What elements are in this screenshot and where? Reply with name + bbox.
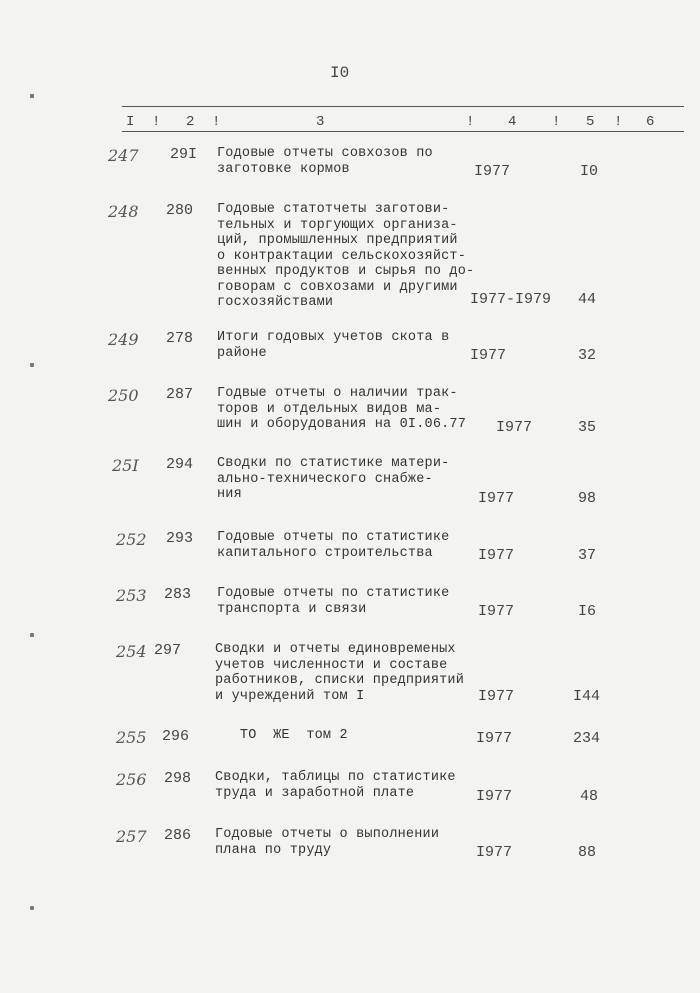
case-year: I977 [476,788,513,805]
case-year: I977-I979 [470,291,552,308]
case-number: 283 [164,586,192,603]
case-title: Сводки по статистике матери- ально-технического снабже- ния [217,456,450,502]
sheet-count: 234 [572,730,600,747]
case-number: 286 [164,827,192,844]
case-year: I977 [476,730,513,747]
case-year: I977 [474,163,511,180]
handwritten-item-number: 252 [116,530,147,549]
sheet-count: 37 [577,547,596,564]
sheet-count: 44 [577,291,596,308]
handwritten-item-number: 254 [116,642,147,661]
case-number: 29I [170,146,198,163]
case-title: Сводки и отчеты единовременых учетов численности и составе работников, списки предприятий и учреждений том I [215,642,465,704]
sheet-count: 32 [577,347,596,364]
column-header-separator: ! [466,114,475,130]
page-number: I0 [330,64,350,82]
handwritten-item-number: 256 [116,770,147,789]
handwritten-item-number: 25I [112,456,139,475]
handwritten-item-number: 255 [116,728,147,747]
case-number: 298 [164,770,192,787]
sheet-count: 98 [577,490,596,507]
header-top-rule [122,106,684,107]
column-header-separator: ! [552,114,561,130]
case-number: 287 [166,386,194,403]
header-bottom-rule [122,131,684,132]
case-title: Годовые статотчеты заготови- тельных и торгующих организа- ций, промышленных предприятий о контрактации сельскохозяйст- венных продуктов и сырья по до- говорам с совхозами и другими госхозяйствами [217,202,475,310]
sheet-count: 48 [579,788,598,805]
margin-punch-mark [30,363,34,367]
case-title: Итоги годовых учетов скота в районе [217,330,450,361]
case-year: I977 [470,347,507,364]
sheet-count: I44 [572,688,600,705]
case-title: Годовые отчеты по статистике транспорта и связи [217,586,450,617]
case-title: Сводки, таблицы по статистике труда и заработной плате [215,770,456,801]
column-header-1: I [126,114,135,130]
sheet-count: I0 [579,163,598,180]
handwritten-item-number: 247 [108,146,139,165]
case-number: 280 [166,202,194,219]
case-title: Годовые отчеты по статистике капитального строительства [217,530,450,561]
case-title: Годовые отчеты совхозов по заготовке кормов [217,146,433,177]
column-header-3: 3 [316,114,325,130]
column-header-6: 6 [646,114,655,130]
case-number: 297 [154,642,182,659]
case-number: 293 [166,530,194,547]
case-year: I977 [478,490,515,507]
case-year: I977 [478,603,515,620]
case-number: 294 [166,456,194,473]
column-header-separator: ! [212,114,221,130]
case-year: I977 [496,419,533,436]
column-header-separator: ! [614,114,623,130]
case-title: Годвые отчеты о наличии трак- торов и отдельных видов ма- шин и оборудования на 0I.06.77 [217,386,467,432]
sheet-count: 35 [577,419,596,436]
case-number: 296 [162,728,190,745]
handwritten-item-number: 257 [116,827,147,846]
case-year: I977 [476,844,513,861]
case-year: I977 [478,547,515,564]
sheet-count: I6 [577,603,596,620]
margin-punch-mark [30,633,34,637]
handwritten-item-number: 249 [108,330,139,349]
column-header-separator: ! [152,114,161,130]
case-title: ТО ЖЕ том 2 [215,728,348,743]
case-year: I977 [478,688,515,705]
handwritten-item-number: 253 [116,586,147,605]
sheet-count: 88 [577,844,596,861]
column-header-5: 5 [586,114,595,130]
column-header-4: 4 [508,114,517,130]
case-number: 278 [166,330,194,347]
column-header-2: 2 [186,114,195,130]
handwritten-item-number: 250 [108,386,139,405]
margin-punch-mark [30,906,34,910]
case-title: Годовые отчеты о выполнении плана по труду [215,827,440,858]
handwritten-item-number: 248 [108,202,139,221]
margin-punch-mark [30,94,34,98]
